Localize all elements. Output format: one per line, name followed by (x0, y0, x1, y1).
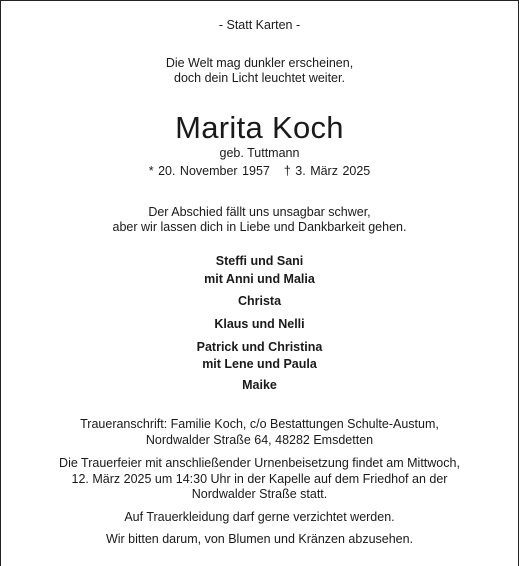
ceremony-line-3: Nordwalder Straße statt. (191, 487, 328, 501)
life-dates (1, 164, 518, 179)
birth-name: geb. Tuttmann (219, 146, 300, 160)
mourner-line: Maike (242, 378, 277, 392)
birth-date: * 20. November 1957 (148, 164, 270, 178)
death-date: † 3. März 2025 (283, 164, 371, 178)
statt-karten-note: - Statt Karten - (218, 18, 301, 32)
mourner-line: mit Anni und Malia (204, 272, 315, 286)
address-line-2: Nordwalder Straße 64, 48282 Emsdetten (145, 433, 374, 447)
address-line-1: Traueranschrift: Familie Koch, c/o Bestattungen Schulte-Austum, (80, 417, 439, 431)
deceased-name: Marita Koch (175, 110, 344, 145)
ceremony-line-2: 12. März 2025 um 14:30 Uhr in der Kapelle auf dem Friedhof an der (71, 472, 448, 486)
mourner-line: mit Lene und Paula (202, 357, 317, 371)
ceremony-line-1: Die Trauerfeier mit anschließender Urnenbeisetzung findet am Mittwoch, (59, 456, 460, 470)
farewell-line-1: Der Abschied fällt uns unsagbar schwer, (148, 205, 371, 219)
dress-note: Auf Trauerkleidung darf gerne verzichtet werden. (124, 510, 395, 524)
mourner-line: Steffi und Sani (215, 254, 304, 268)
verse-line-2: doch dein Licht leuchtet weiter. (174, 71, 345, 85)
mourner-line: Patrick und Christina (196, 340, 323, 354)
farewell-line-2: aber wir lassen dich in Liebe und Dankbarkeit gehen. (112, 220, 407, 234)
verse-line-1: Die Welt mag dunkler erscheinen, (165, 56, 354, 70)
flowers-note: Wir bitten darum, von Blumen und Kränzen abzusehen. (105, 532, 414, 546)
mourner-line: Klaus und Nelli (214, 317, 305, 331)
mourner-line: Christa (237, 294, 282, 308)
